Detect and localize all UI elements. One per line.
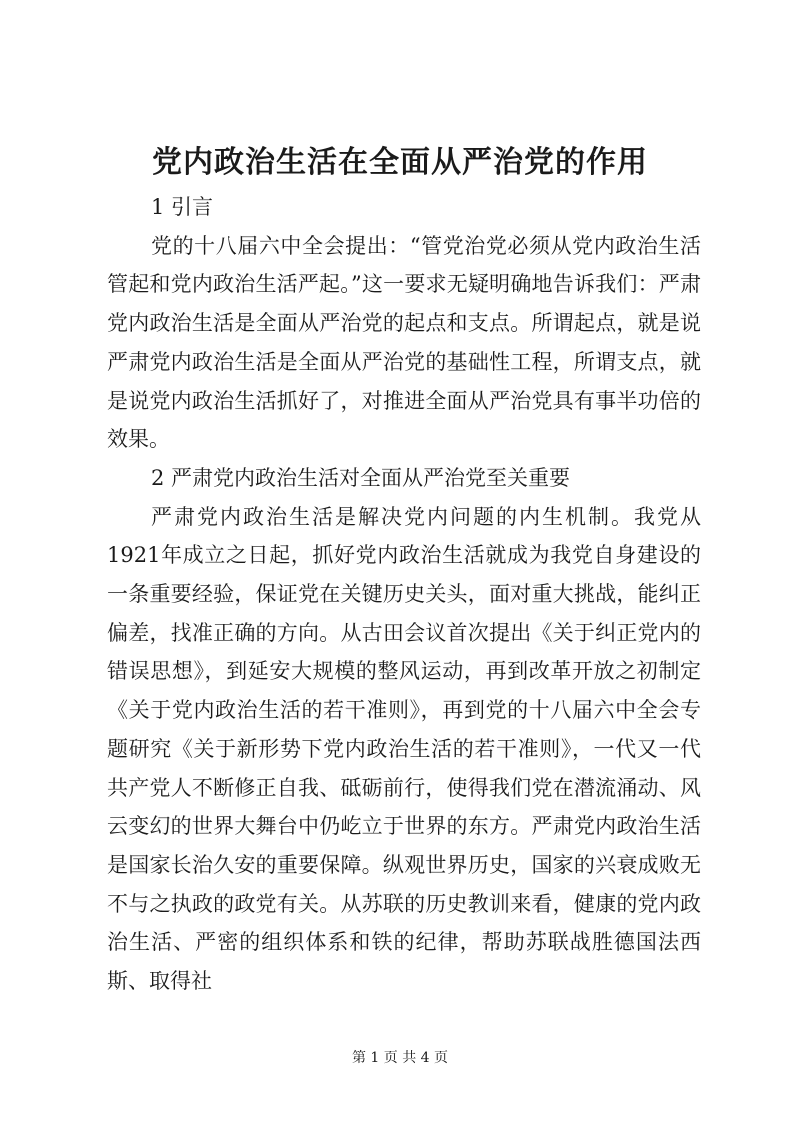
section-heading: 1 引言 (151, 195, 214, 219)
document-body (107, 188, 701, 1001)
section-importance (107, 459, 701, 1001)
paragraph: 党的十八届六中全会提出：“管党治党必须从党内政治生活管起和党内政治生活严起。”这一要求无疑明确地告诉我们：严肃党内政治生活是全面从严治党的起点和支点。所谓起点，就是说严肃党内政治生活是全面从严治党的基础性工程，所谓支点，就是说党内政治生活抓好了，对推进全面从严治党具有事半功倍的效果。 (107, 233, 701, 452)
section-heading: 2 严肃党内政治生活对全面从严治党至关重要 (151, 465, 571, 490)
page-footer: 第 1 页 共 4 页 (351, 1050, 449, 1066)
section-introduction (107, 188, 701, 459)
paragraph: 严肃党内政治生活是解决党内问题的内生机制。我党从1921年成立之日起，抓好党内政治生活就成为我党自身建设的一条重要经验，保证党在关键历史关头，面对重大挑战，能纠正偏差，找准正确的方向。从古田会议首次提出《关于纠正党内的错误思想》，到延安大规模的整风运动，再到改革开放之初制定《关于党内政治生活的若干准则》，再到党的十八届六中全会专题研究《关于新形势下党内政治生活的若干准则》，一代又一代共产党人不断修正自我、砥砺前行，使得我们党在潜流涌动、风云变幻的世界大舞台中仍屹立于世界的东方。严肃党内政治生活是国家长治久安的重要保障。纵观世界历史，国家的兴衰成败无不与之执政的政党有关。从苏联的历史教训来看，健康的党内政治生活、严密的组织体系和铁的纪律，帮助苏联战胜德国法西斯、取得社 (107, 504, 701, 994)
document-title: 党内政治生活在全面从严治党的作用 (152, 145, 648, 180)
